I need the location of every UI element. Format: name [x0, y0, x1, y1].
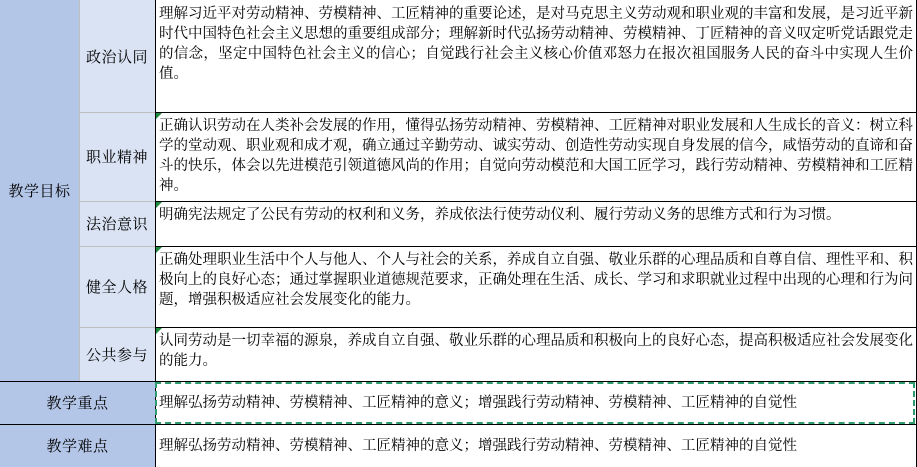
- grid-line: [155, 112, 917, 113]
- row-label-sound-personality[interactable]: [79, 246, 155, 327]
- cell-text: 正确认识劳动在人类补会发展的作用，懂得弘扬劳动精神、劳模精神、工匠精神对职业发展和人生成长的音义：树立科学的堂动观、职业观和成才观，确立通过辛勤劳动、诚实劳动、创造性劳动实现自身发展的信今，咸悟劳动的直谛和奋斗的快乐，体会以先进模范引领道德风尚的作用；自觉向劳动模范和大国工匠学习，践行劳动精神、劳模精神和工匠精神。: [159, 118, 913, 194]
- grid-line: [79, 246, 155, 247]
- cell-warning-marker: [156, 247, 162, 253]
- row-label-text: 法治意识: [85, 215, 148, 233]
- cell-text: 明确宪法规定了公民有劳动的权利和义务，养成依法行使劳动仪利、履行劳动义务的思维方式和行为习惯。: [159, 207, 841, 223]
- cell-text: 理解习近平对劳动精神、劳模精神、工匠精神的重要论述，是对马克思主义劳动观和职业观的丰富和发展，是习近平新时代中国特色社会主义思想的重要组成部分；理解新时代弘扬劳动精神、劳模精神、丁匠精神的音义叹定听党话跟党走的信念，坚定中国特色社会主义的信心；自觉践行社会主义核心价值邓怒力在报次祖国服务人民的奋斗中实现人生价值。: [159, 6, 913, 82]
- row-label-political-identity[interactable]: [79, 0, 155, 112]
- difficulties-label-text: 教学难点: [46, 437, 109, 455]
- cell-warning-marker: [156, 113, 162, 119]
- cell-text: 正确处理职业生活中个人与他人、个人与社会的关系，养成自立自强、敬业乐群的心理品质和自尊自信、理性平和、积极向上的良好心态；通过掌握职业道德规范要求，正确处理在生活、成长、学习和求职就业过程中出现的心理和行为问题，增强积极适应社会发展变化的能力。: [159, 252, 913, 308]
- cell-text: 理解弘扬劳动精神、劳模精神、工匠精神的意义；增强践行劳动精神、劳模精神、工匠精神的自觉性: [159, 437, 797, 454]
- grid-line: [79, 201, 155, 202]
- row-label-legal-awareness[interactable]: [79, 201, 155, 246]
- row-label-text: 健全人格: [85, 278, 148, 296]
- grid-line: [0, 424, 917, 425]
- grid-line: [155, 0, 156, 467]
- cell-text: 理解弘扬劳动精神、劳模精神、工匠精神的意义；增强践行劳动精神、劳模精神、工匠精神的自觉性: [159, 394, 797, 411]
- difficulties-label[interactable]: [0, 424, 155, 467]
- content-cell-legal-awareness[interactable]: [155, 201, 917, 246]
- key-points-label-text: 教学重点: [46, 394, 109, 412]
- content-cell-public-participation[interactable]: [155, 327, 917, 381]
- row-label-text: 政治认同: [85, 47, 148, 66]
- teaching-objectives-text: 教学目标: [8, 182, 71, 200]
- content-cell-sound-personality[interactable]: [155, 246, 917, 327]
- grid-line: [79, 112, 155, 113]
- cell-warning-marker: [156, 202, 162, 208]
- key-points-cell[interactable]: [155, 381, 917, 424]
- content-cell-professional-spirit[interactable]: [155, 112, 917, 201]
- teaching-objectives-label: [0, 0, 79, 381]
- grid-line: [79, 0, 80, 381]
- grid-line: [155, 246, 917, 247]
- grid-line: [155, 327, 917, 328]
- row-label-text: 职业精神: [85, 148, 148, 166]
- row-label-professional-spirit[interactable]: [79, 112, 155, 201]
- difficulties-cell[interactable]: [155, 424, 917, 467]
- grid-line: [155, 201, 917, 202]
- row-label-public-participation[interactable]: [79, 327, 155, 381]
- content-cell-political-identity[interactable]: [155, 0, 917, 112]
- row-label-text: 公共参与: [85, 345, 148, 364]
- key-points-label[interactable]: [0, 381, 155, 424]
- grid-line: [0, 381, 917, 382]
- cell-text: 认同劳动是一切幸福的源泉，养成自立自强、敬业乐群的心理品质和积极向上的良好心态，提高积极适应社会发展变化的能力。: [159, 333, 913, 369]
- grid-line: [79, 327, 155, 328]
- cell-warning-marker: [156, 328, 162, 334]
